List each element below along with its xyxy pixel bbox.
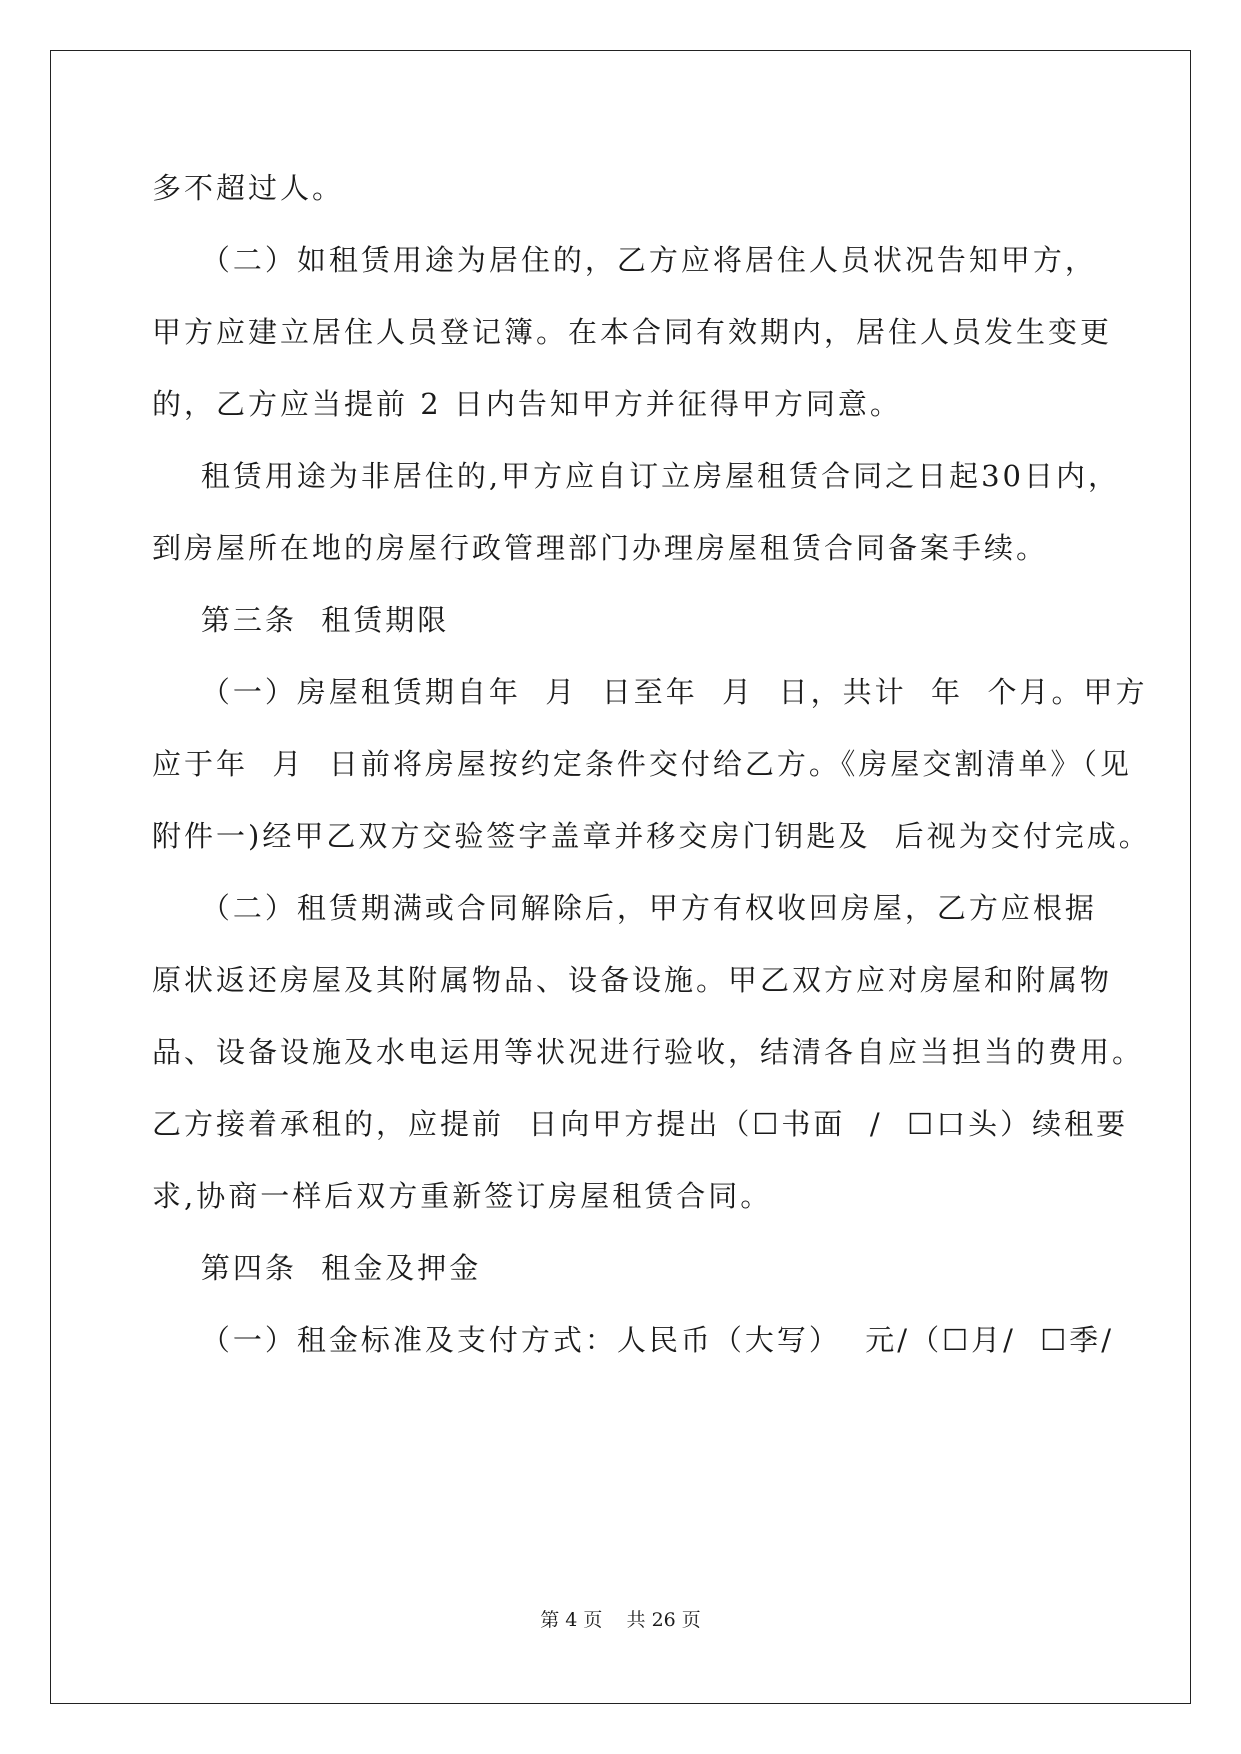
section-heading: 第四条 租金及押金 [152,1251,482,1285]
paragraph-line: 附件一)经甲乙双方交验签字盖章并移交房门钥匙及 后视为交付完成。 [152,819,1151,853]
paragraph-line: （二）如租赁用途为居住的，乙方应将居住人员状况告知甲方， [152,243,1097,277]
paragraph-line: 求,协商一样后双方重新签订房屋租赁合同。 [152,1179,773,1213]
section-heading: 第三条 租赁期限 [152,603,450,637]
page-number: 第 4 页 共 26 页 [540,1609,701,1631]
paragraph-line: （二）租赁期满或合同解除后，甲方有权收回房屋，乙方应根据 [152,891,1097,925]
paragraph-line: （一）租金标准及支付方式：人民币（大写） 元/（☐月/ ☐季/ [152,1323,1115,1357]
paragraph-line: 多不超过人。 [152,171,345,205]
paragraph-line: 乙方接着承租的，应提前 日向甲方提出（☐书面 / ☐口头）续租要 [152,1107,1129,1141]
page-border [50,50,1191,1704]
paragraph-line: 的，乙方应当提前 2 日内告知甲方并征得甲方同意。 [152,387,902,421]
paragraph-line: 品、设备设施及水电运用等状况进行验收，结清各自应当担当的费用。 [152,1035,1145,1069]
paragraph-line: 原状返还房屋及其附属物品、设备设施。甲乙双方应对房屋和附属物 [152,963,1113,997]
paragraph-line: 租赁用途为非居住的,甲方应自订立房屋租赁合同之日起30日内， [152,459,1120,493]
paragraph-line: 到房屋所在地的房屋行政管理部门办理房屋租赁合同备案手续。 [152,531,1049,565]
paragraph-line: 甲方应建立居住人员登记簿。在本合同有效期内，居住人员发生变更 [152,315,1113,349]
paragraph-line: 应于年 月 日前将房屋按约定条件交付给乙方。《房屋交割清单》（见 [152,747,1132,781]
paragraph-line: （一）房屋租赁期自年 月 日至年 月 日，共计 年 个月。甲方 [152,675,1148,709]
